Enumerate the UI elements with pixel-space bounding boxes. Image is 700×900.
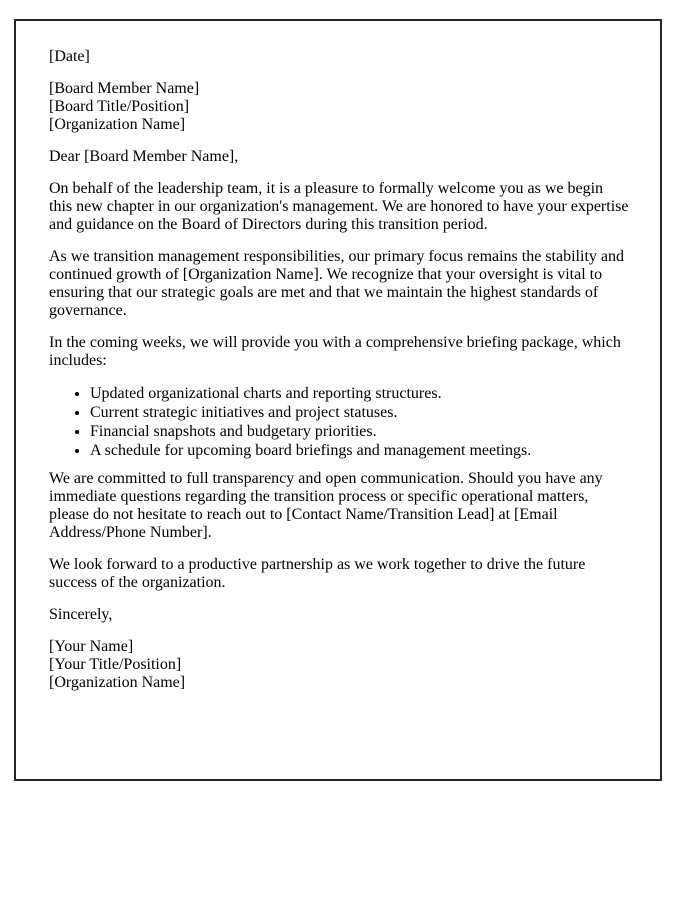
recipient-organization: [Organization Name] [49, 116, 186, 133]
date-placeholder: [Date] [49, 48, 90, 65]
briefing-list-item: • Current strategic initiatives and project statuses. [90, 403, 630, 422]
signature-name: [Your Name] [49, 638, 134, 655]
paragraph-transition: As we transition management responsibilities, our primary focus remains the stability and continued growth of [Organization Name]. We recognize that your oversight is vital to ensuring that our strategic goals are met and that we maintain the highest standards of governance. [49, 248, 624, 319]
paragraph-partnership: We look forward to a productive partnership as we work together to drive the future success of the organization. [49, 556, 586, 591]
paragraph-transparency: We are committed to full transparency and open communication. Should you have any immediate questions regarding the transition process or specific operational matters, please do not hesitate to reach out to [Contact Name/Transition Lead] at [Email Address/Phone Number]. [49, 470, 603, 541]
signature-block [49, 638, 630, 692]
briefing-list-item: • A schedule for upcoming board briefings and management meetings. [90, 441, 630, 460]
briefing-list-item: • Updated organizational charts and reporting structures. [90, 384, 630, 403]
paragraph-welcome: On behalf of the leadership team, it is a pleasure to formally welcome you as we begin this new chapter in our organization's management. We are honored to have your expertise and guidance on the Board of Directors during this transition period. [49, 180, 629, 233]
signature-title: [Your Title/Position] [49, 656, 182, 673]
recipient-title: [Board Title/Position] [49, 98, 190, 115]
briefing-list [49, 384, 630, 460]
salutation: Dear [Board Member Name], [49, 148, 239, 165]
sign-off: Sincerely, [49, 606, 113, 623]
recipient-block [49, 80, 630, 134]
briefing-list-item: • Financial snapshots and budgetary priorities. [90, 422, 630, 441]
recipient-name: [Board Member Name] [49, 80, 200, 97]
signature-organization: [Organization Name] [49, 674, 186, 691]
paragraph-briefing-intro: In the coming weeks, we will provide you with a comprehensive briefing package, which includes: [49, 334, 621, 369]
letter-frame [14, 19, 662, 781]
